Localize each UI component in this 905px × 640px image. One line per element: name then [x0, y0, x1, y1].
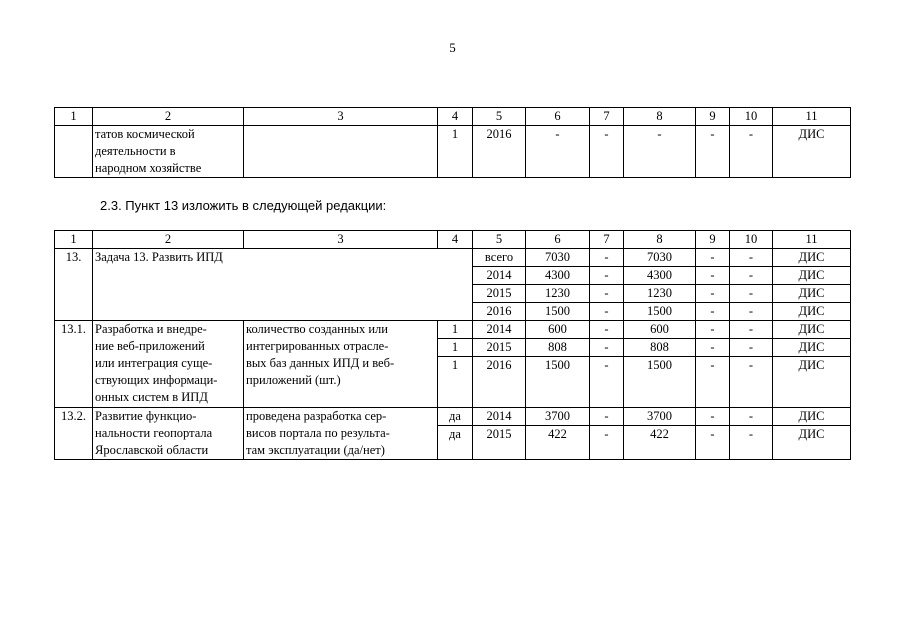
header-cell: 3 [244, 108, 438, 126]
cell-value: 808 [624, 339, 696, 357]
cell-executor: ДИС [773, 321, 851, 339]
cell-value: - [730, 126, 773, 178]
cell-value: - [590, 339, 624, 357]
item-number: 13.2. [55, 408, 93, 460]
cell-value: - [730, 249, 773, 267]
cell-value: 808 [526, 339, 590, 357]
cell-executor: ДИС [773, 426, 851, 460]
cell-value: 422 [526, 426, 590, 460]
continuation-table [54, 107, 851, 178]
header-cell: 7 [590, 231, 624, 249]
item-indicator [244, 321, 438, 408]
cell-value: - [696, 267, 730, 285]
cell-executor: ДИС [773, 339, 851, 357]
cell-line: количество созданных или [246, 322, 388, 336]
table-row [55, 408, 851, 426]
header-cell: 11 [773, 108, 851, 126]
cell-line: ствующих информаци- [95, 373, 218, 387]
cell-value: - [730, 303, 773, 321]
cell-value: - [590, 321, 624, 339]
page-number: 5 [449, 40, 456, 55]
cell-line: приложений (шт.) [246, 373, 341, 387]
cell-value: - [730, 426, 773, 460]
cell-value: - [590, 408, 624, 426]
cell-value: - [624, 126, 696, 178]
cell-value: 7030 [526, 249, 590, 267]
header-cell: 7 [590, 108, 624, 126]
cell-line: там эксплуатации (да/нет) [246, 443, 385, 457]
cell-line: проведена разработка сер- [246, 409, 387, 423]
header-cell: 1 [55, 231, 93, 249]
cell-year: 2016 [473, 126, 526, 178]
empty-cell [244, 126, 438, 178]
cell-value: - [590, 249, 624, 267]
cell-executor: ДИС [773, 249, 851, 267]
cell-value: 4300 [526, 267, 590, 285]
cell-value: 1500 [526, 357, 590, 408]
cell-value: - [696, 339, 730, 357]
cell-value: - [730, 321, 773, 339]
cell-year: 2015 [473, 285, 526, 303]
cell-executor: ДИС [773, 408, 851, 426]
cell-value: 1500 [624, 357, 696, 408]
cell-value: - [590, 357, 624, 408]
header-cell: 5 [473, 108, 526, 126]
item-indicator [244, 408, 438, 460]
header-cell: 9 [696, 231, 730, 249]
cell-year: 2015 [473, 426, 526, 460]
header-cell: 11 [773, 231, 851, 249]
cell-year: 2014 [473, 408, 526, 426]
cell-value: - [696, 357, 730, 408]
cell-value: 1500 [624, 303, 696, 321]
table-row [55, 249, 851, 267]
cell-line: Развитие функцио- [95, 409, 197, 423]
table-row [55, 126, 851, 178]
cell-line: ние веб-приложений [95, 339, 205, 353]
cell-value: - [730, 408, 773, 426]
cell-value: - [590, 426, 624, 460]
cell-value: 7030 [624, 249, 696, 267]
cell-executor: ДИС [773, 267, 851, 285]
cell-value: 1 [438, 339, 473, 357]
cell-value: - [730, 267, 773, 285]
header-cell: 8 [624, 108, 696, 126]
cell-value: 1500 [526, 303, 590, 321]
cell-executor: ДИС [773, 357, 851, 408]
cell-line: висов портала по результа- [246, 426, 390, 440]
header-cell: 6 [526, 108, 590, 126]
cell-year: 2016 [473, 357, 526, 408]
cell-line: народном хозяйстве [95, 161, 202, 175]
empty-cell [55, 126, 93, 178]
cell-value: - [590, 303, 624, 321]
cell-value: 1230 [526, 285, 590, 303]
header-row [55, 108, 851, 126]
cell-value: - [696, 285, 730, 303]
cell-line: нальности геопортала [95, 426, 213, 440]
header-cell: 4 [438, 108, 473, 126]
task-number: 13. [55, 249, 93, 321]
cell-value: 600 [624, 321, 696, 339]
header-cell: 10 [730, 231, 773, 249]
instruction-paragraph: 2.3. Пункт 13 изложить в следующей редакции: [100, 198, 387, 213]
cell-value: 1230 [624, 285, 696, 303]
cell-value: 422 [624, 426, 696, 460]
cell-line: деятельности в [95, 144, 176, 158]
cell-value: - [590, 126, 624, 178]
cell-value: - [696, 303, 730, 321]
cell-line: Ярославской области [95, 443, 209, 457]
cell-line: вых баз данных ИПД и веб- [246, 356, 395, 370]
item-number: 13.1. [55, 321, 93, 408]
item-name [93, 321, 244, 408]
header-cell: 2 [93, 231, 244, 249]
header-cell: 1 [55, 108, 93, 126]
cell-value: - [590, 285, 624, 303]
cell-value: - [696, 126, 730, 178]
cell-value: - [730, 285, 773, 303]
cell-value: - [696, 426, 730, 460]
task-title: Задача 13. Развить ИПД [93, 249, 473, 321]
item-name [93, 408, 244, 460]
cell-value: 1 [438, 321, 473, 339]
header-cell: 5 [473, 231, 526, 249]
cell-year: 2015 [473, 339, 526, 357]
cell-value: - [730, 357, 773, 408]
cell-line: интегрированных отрасле- [246, 339, 389, 353]
cell-value: да [438, 426, 473, 460]
cell-executor: ДИС [773, 126, 851, 178]
cell-value: - [696, 249, 730, 267]
cell-value: 3700 [624, 408, 696, 426]
cell-value: 4300 [624, 267, 696, 285]
header-cell: 10 [730, 108, 773, 126]
cell-value: 1 [438, 126, 473, 178]
cell-year: 2014 [473, 267, 526, 285]
header-row [55, 231, 851, 249]
cell-line: онных систем в ИПД [95, 390, 208, 404]
cell-line: татов космической [95, 127, 195, 141]
cell-value: 600 [526, 321, 590, 339]
cell-year: 2016 [473, 303, 526, 321]
header-cell: 4 [438, 231, 473, 249]
table-row [55, 321, 851, 339]
cell-year: всего [473, 249, 526, 267]
header-cell: 2 [93, 108, 244, 126]
cell-year: 2014 [473, 321, 526, 339]
cell-value: - [696, 408, 730, 426]
cell-value: - [526, 126, 590, 178]
cell-line: Разработка и внедре- [95, 322, 207, 336]
header-cell: 3 [244, 231, 438, 249]
cell-value: - [590, 267, 624, 285]
cell-value: да [438, 408, 473, 426]
cell-value: 3700 [526, 408, 590, 426]
header-cell: 6 [526, 231, 590, 249]
header-cell: 8 [624, 231, 696, 249]
cell-executor: ДИС [773, 303, 851, 321]
cell-value: 1 [438, 357, 473, 408]
cell-value: - [730, 339, 773, 357]
header-cell: 9 [696, 108, 730, 126]
cell-line: или интеграция суще- [95, 356, 213, 370]
task13-table [54, 230, 851, 460]
cell-executor: ДИС [773, 285, 851, 303]
cell-name [93, 126, 244, 178]
cell-value: - [696, 321, 730, 339]
